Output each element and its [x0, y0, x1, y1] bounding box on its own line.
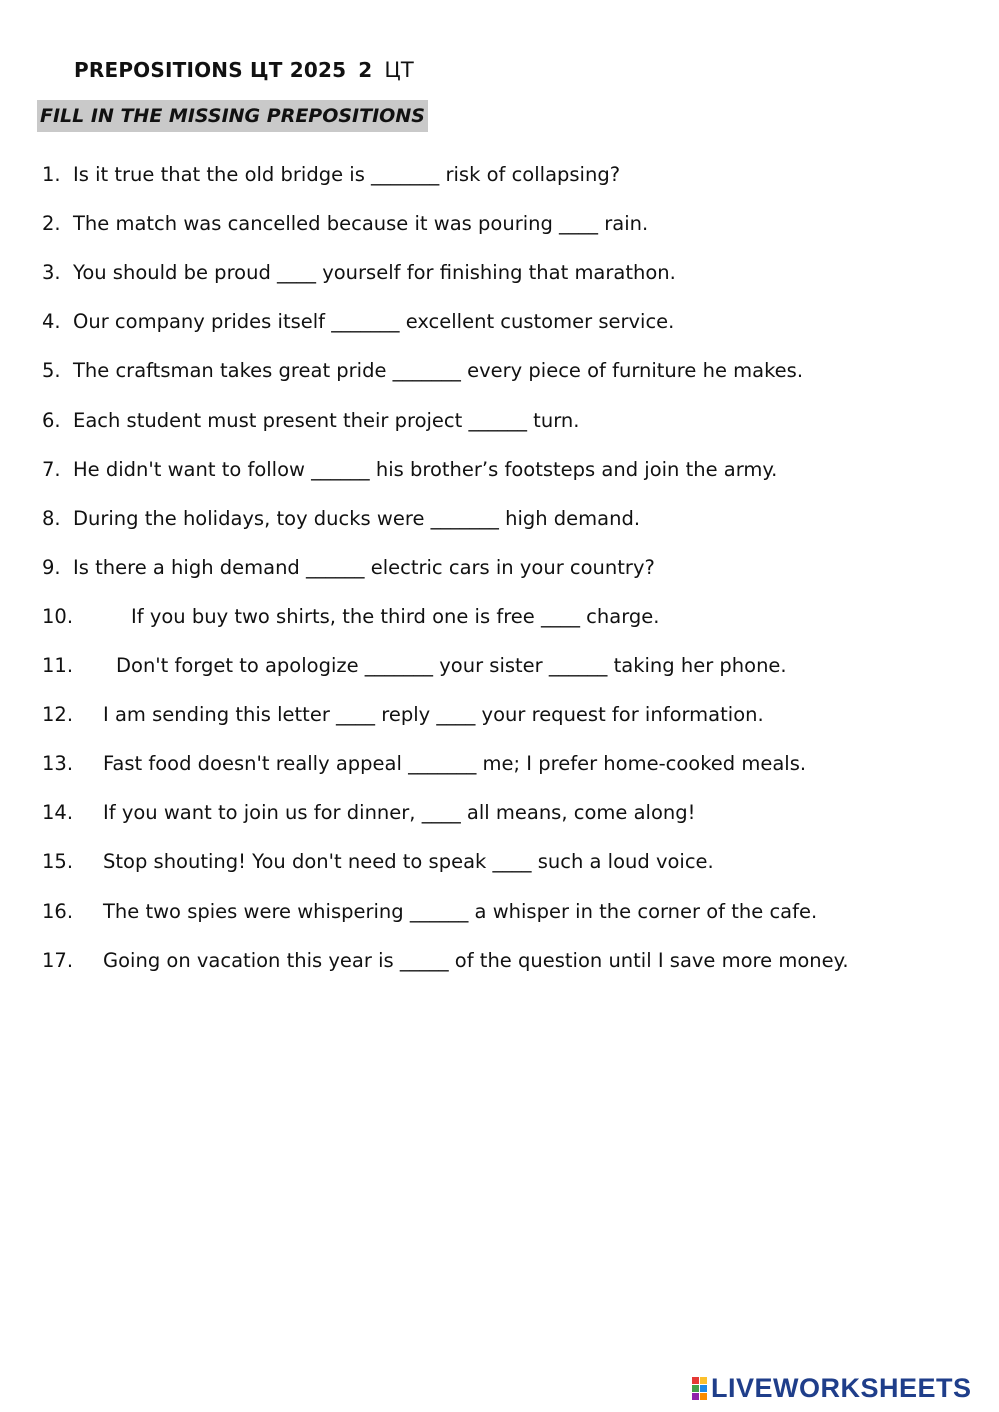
question-text: If you buy two shirts, the third one is free ____ charge. — [131, 605, 660, 628]
logo-text: LIVEWORKSHEETS — [711, 1372, 972, 1403]
question-number: 16. — [42, 900, 74, 923]
logo-square — [692, 1377, 699, 1384]
question-number: 15. — [42, 850, 74, 873]
question-number: 2. — [42, 212, 61, 235]
question-number: 12. — [42, 703, 74, 726]
question-number: 8. — [42, 507, 61, 530]
question-number: 7. — [42, 458, 61, 481]
question-text: Stop shouting! You don't need to speak ____ such a loud voice. — [103, 850, 714, 873]
question-number: 17. — [42, 949, 74, 972]
question-number: 3. — [42, 261, 61, 284]
question-text: You should be proud ____ yourself for finishing that marathon. — [73, 261, 676, 284]
logo-square — [700, 1393, 707, 1400]
question-text: If you want to join us for dinner, ____ all means, come along! — [103, 801, 696, 824]
question-number: 11. — [42, 654, 74, 677]
question-number: 6. — [42, 409, 61, 432]
question-text: Fast food doesn't really appeal _______ me; I prefer home-cooked meals. — [103, 752, 807, 775]
logo-square — [692, 1385, 699, 1392]
question-number: 4. — [42, 310, 61, 333]
question-text: Each student must present their project ______ turn. — [73, 409, 580, 432]
liveworksheets-logo[interactable] — [692, 1374, 972, 1402]
question-text: He didn't want to follow ______ his brother’s footsteps and join the army. — [73, 458, 778, 481]
worksheet-title — [74, 58, 414, 82]
question-text: Is there a high demand ______ electric cars in your country? — [73, 556, 655, 579]
question-number: 14. — [42, 801, 74, 824]
question-number: 5. — [42, 359, 61, 382]
logo-square — [692, 1393, 699, 1400]
question-text: I am sending this letter ____ reply ____ your request for information. — [103, 703, 764, 726]
title-text: PREPOSITIONS ЦТ 2025 — [74, 58, 347, 82]
logo-square — [700, 1385, 707, 1392]
title-suffix: ЦТ — [384, 58, 414, 82]
question-text: The match was cancelled because it was pouring ____ rain. — [73, 212, 649, 235]
question-text: The craftsman takes great pride _______ every piece of furniture he makes. — [73, 359, 804, 382]
liveworksheets-logo-icon — [692, 1377, 707, 1400]
question-text: Is it true that the old bridge is _______ risk of collapsing? — [73, 163, 621, 186]
question-text: The two spies were whispering ______ a whisper in the corner of the cafe. — [103, 900, 818, 923]
question-text: Going on vacation this year is _____ of the question until I save more money. — [103, 949, 849, 972]
question-text: During the holidays, toy ducks were _______ high demand. — [73, 507, 641, 530]
question-number: 13. — [42, 752, 74, 775]
question-text: Our company prides itself _______ excellent customer service. — [73, 310, 675, 333]
instruction-heading: FILL IN THE MISSING PREPOSITIONS — [37, 100, 428, 132]
question-text: Don't forget to apologize _______ your sister ______ taking her phone. — [116, 654, 787, 677]
logo-square — [700, 1377, 707, 1384]
question-number: 9. — [42, 556, 61, 579]
question-number: 1. — [42, 163, 61, 186]
title-number: 2 — [358, 58, 373, 82]
question-number: 10. — [42, 605, 74, 628]
